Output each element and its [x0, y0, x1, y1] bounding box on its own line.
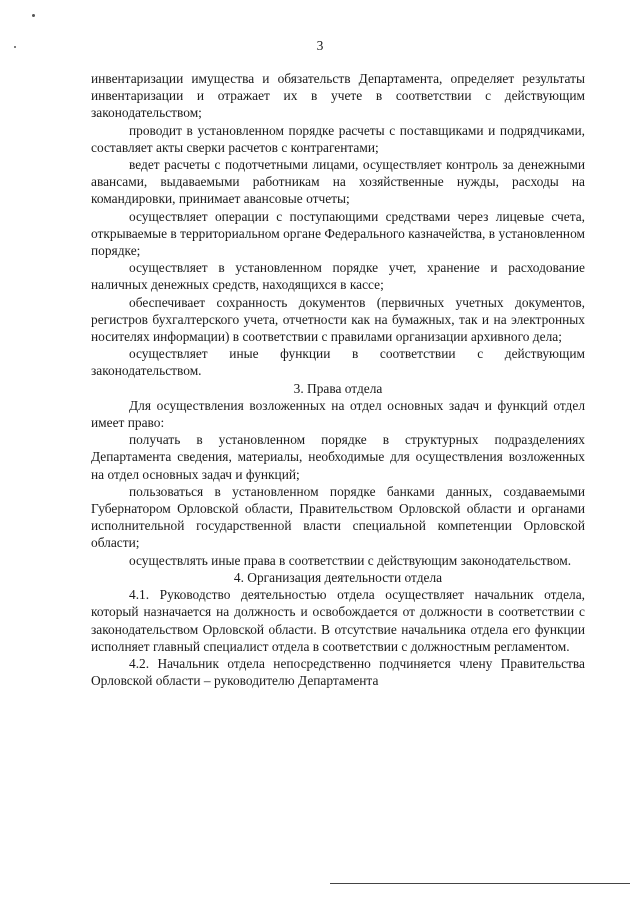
- paragraph: осуществляет в установленном порядке учет, хранение и расходование наличных денежных средств, находящихся в кассе;: [91, 260, 585, 293]
- scan-speck: [32, 14, 35, 17]
- paragraph: проводит в установленном порядке расчеты с поставщиками и подрядчиками, составляет акты сверки расчетов с контрагентами;: [91, 122, 585, 155]
- paragraph: 4.2. Начальник отдела непосредственно подчиняется члену Правительства Орловской области – руководителю Департамента: [91, 655, 585, 689]
- paragraph: инвентаризации имущества и обязательств Департамента, определяет результаты инвентаризации и отражает их в учете в соответствии с действующим законодательством;: [91, 71, 585, 121]
- document-body: [91, 70, 585, 689]
- paragraph: ведет расчеты с подотчетными лицами, осуществляет контроль за денежными авансами, выдаваемыми работникам на хозяйственные нужды, расходы на командировки, принимает авансовые отчеты;: [91, 157, 585, 207]
- paragraph: осуществляет операции с поступающими средствами через лицевые счета, открываемые в территориальном органе Федерального казначейства, в установленном порядке;: [91, 208, 585, 259]
- section-3-heading: 3. Права отдела: [293, 380, 383, 396]
- paragraph: осуществляет иные функции в соответствии с действующим законодательством.: [91, 346, 585, 379]
- page-number: 3: [316, 38, 324, 53]
- paragraph: Для осуществления возложенных на отдел основных задач и функций отдел имеет право:: [91, 397, 585, 431]
- paragraph: 4.1. Руководство деятельностью отдела осуществляет начальник отдела, который назначается на должность и освобождается от должности в соответствии с законодательством Орловской области. В отсутствие начальника отдела его функции исполняет главный специалист отдела в соответствии с должностным регламентом.: [91, 587, 585, 654]
- scan-edge-line: [330, 883, 630, 884]
- paragraph: осуществлять иные права в соответствии с действующим законодательством.: [129, 552, 572, 568]
- paragraph: получать в установленном порядке в структурных подразделениях Департамента сведения, материалы, необходимые для осуществления возложенных на отдел основных задач и функций;: [91, 432, 585, 482]
- paragraph: обеспечивает сохранность документов (первичных учетных документов, регистров бухгалтерского учета, отчетности как на бумажных, так и на электронных носителях информации) в соответствии с правилами организации архивного дела;: [91, 294, 585, 345]
- section-4-heading: 4. Организация деятельности отдела: [233, 569, 443, 585]
- paragraph: пользоваться в установленном порядке банками данных, создаваемыми Губернатором Орловской области, Правительством Орловской области и органами исполнительной государственной власти специальной компетенции Орловской области;: [91, 483, 585, 551]
